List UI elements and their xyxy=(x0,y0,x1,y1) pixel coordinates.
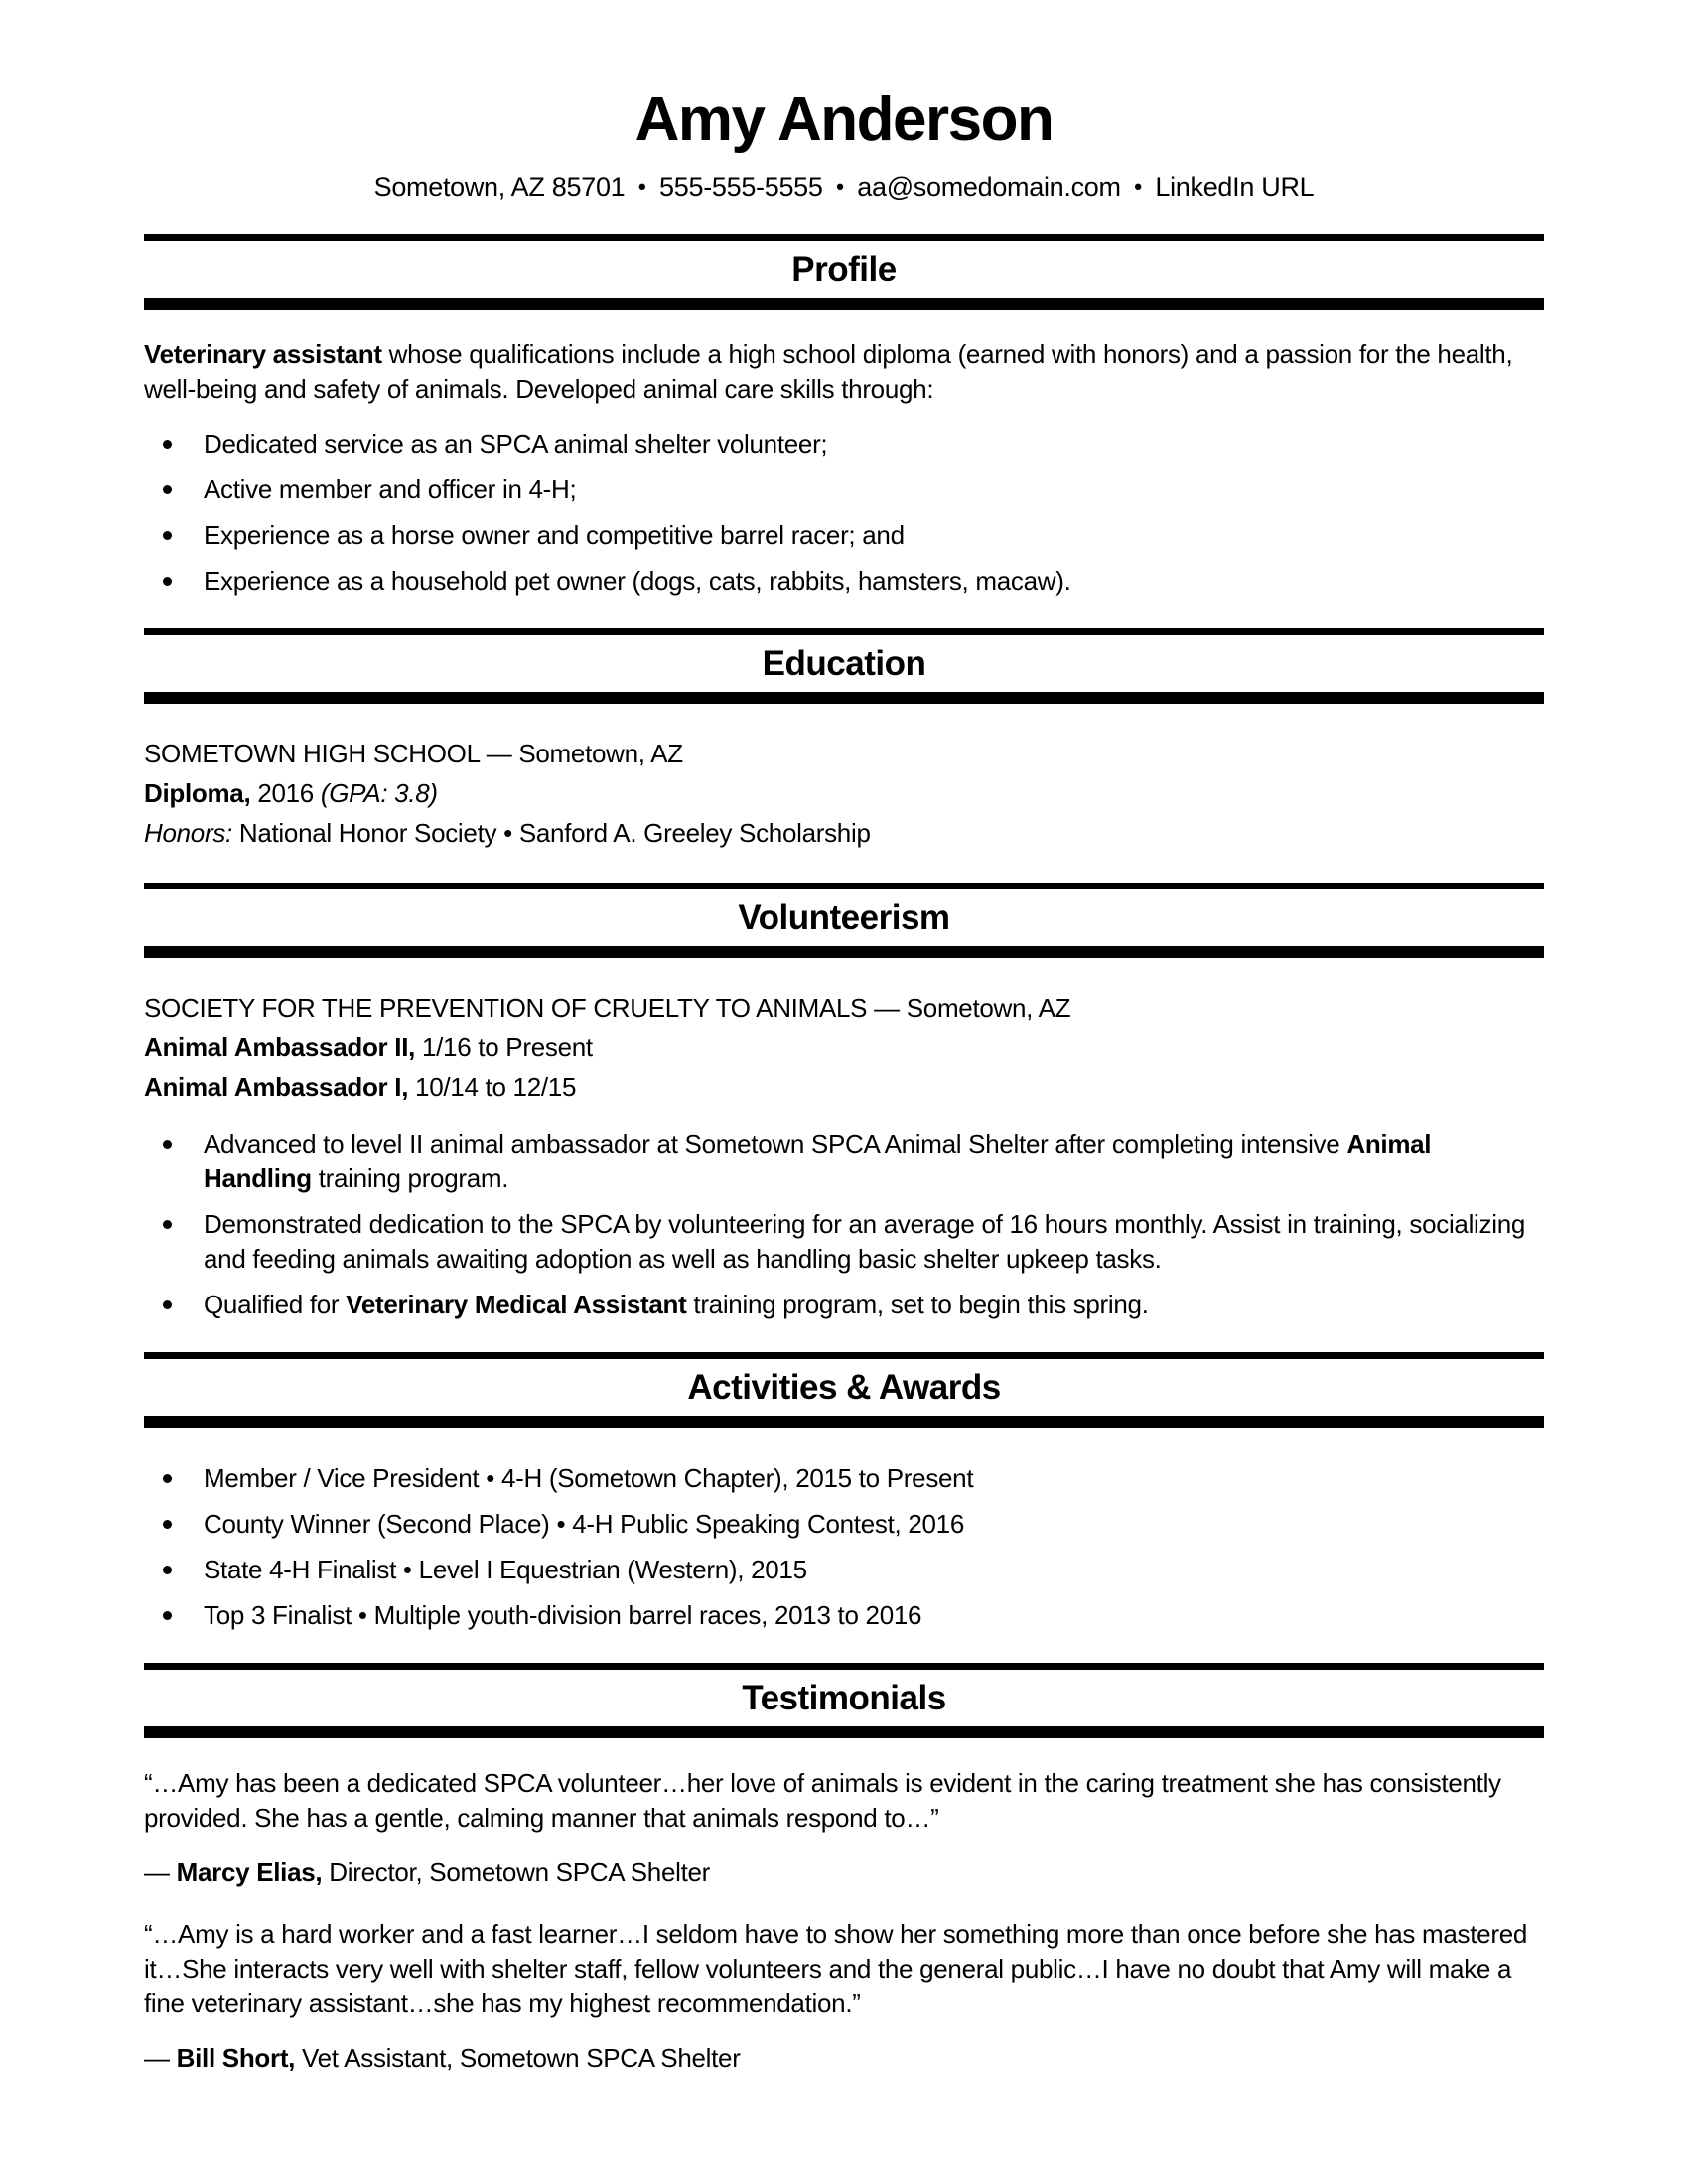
attribution-name: Marcy Elias, xyxy=(176,1856,323,1887)
bullet-text: training program. xyxy=(311,1162,509,1193)
rule-top xyxy=(144,1663,1544,1670)
volunteerism-role xyxy=(144,1067,1544,1107)
education-block xyxy=(144,734,1544,853)
contact-linkedin: LinkedIn URL xyxy=(1155,172,1315,202)
section-header-activities xyxy=(144,1352,1544,1428)
rule-top xyxy=(144,234,1544,241)
testimonial-quote: “…Amy has been a dedicated SPCA volunteer…her love of animals is evident in the caring treatment she has consistently provided. She has a gentle, calming manner that animals respond to…” xyxy=(144,1767,1501,1833)
list-item xyxy=(144,564,1544,599)
role-dates: 10/14 to 12/15 xyxy=(408,1071,577,1102)
volunteerism-org: SOCIETY FOR THE PREVENTION OF CRUELTY TO ANIMALS — Sometown, AZ xyxy=(144,992,1071,1023)
bullet-bold: Animal Handling xyxy=(204,1128,1432,1193)
education-school: SOMETOWN HIGH SCHOOL — Sometown, AZ xyxy=(144,738,683,768)
attribution-role: Director, Sometown SPCA Shelter xyxy=(322,1856,711,1887)
bullet-text: Member / Vice President • 4-H (Sometown Chapter), 2015 to Present xyxy=(204,1462,974,1493)
contact-email: aa@somedomain.com xyxy=(857,172,1121,202)
bullet-text: training program, set to begin this spring. xyxy=(686,1289,1149,1319)
attribution-name: Bill Short, xyxy=(176,2042,296,2073)
testimonial xyxy=(144,1766,1544,1889)
profile-intro-bold: Veterinary assistant xyxy=(144,339,382,369)
rule-bottom xyxy=(144,1726,1544,1738)
list-item xyxy=(144,427,1544,462)
volunteerism-bullet-list xyxy=(144,1127,1544,1322)
education-honors xyxy=(144,813,1544,853)
section-title-education: Education xyxy=(762,643,926,683)
list-item xyxy=(144,1461,1544,1496)
list-item xyxy=(144,1127,1544,1196)
profile-intro xyxy=(144,338,1544,407)
bullet-bold: Veterinary Medical Assistant xyxy=(346,1289,687,1319)
list-item xyxy=(144,1288,1544,1322)
rule-top xyxy=(144,628,1544,635)
separator-dot-icon: ● xyxy=(637,178,647,195)
honors-label: Honors: xyxy=(144,817,232,848)
list-item xyxy=(144,1598,1544,1633)
attribution-role: Vet Assistant, Sometown SPCA Shelter xyxy=(295,2042,741,2073)
candidate-name: Amy Anderson xyxy=(634,85,1054,154)
education-degree xyxy=(144,773,1544,813)
list-item xyxy=(144,1553,1544,1587)
role-dates: 1/16 to Present xyxy=(415,1031,593,1062)
bullet-text: Experience as a horse owner and competitive barrel racer; and xyxy=(204,519,905,550)
activities-bullet-list xyxy=(144,1461,1544,1633)
testimonial-quote: “…Amy is a hard worker and a fast learner…I seldom have to show her something more than once before she has mastered it…She interacts very well with shelter staff, fellow volunteers and the general public…I have no doubt that Amy will make a fine veterinary assistant…she has my highest recommendation.” xyxy=(144,1918,1528,2018)
degree-title: Diploma, xyxy=(144,777,251,808)
attribution-dash: — xyxy=(144,2042,177,2073)
contact-location: Sometown, AZ 85701 xyxy=(373,172,626,202)
rule-bottom xyxy=(144,692,1544,704)
bullet-text: Top 3 Finalist • Multiple youth-division barrel races, 2013 to 2016 xyxy=(204,1599,922,1630)
rule-top xyxy=(144,1352,1544,1359)
testimonial-attribution xyxy=(144,2041,1544,2075)
volunteerism-role xyxy=(144,1027,1544,1067)
section-header-testimonials xyxy=(144,1663,1544,1738)
rule-bottom xyxy=(144,946,1544,958)
separator-dot-icon: ● xyxy=(1133,178,1143,195)
role-title: Animal Ambassador II, xyxy=(144,1031,416,1062)
section-header-education xyxy=(144,628,1544,704)
honors-text: National Honor Society • Sanford A. Greeley Scholarship xyxy=(231,817,871,848)
bullet-text: Demonstrated dedication to the SPCA by volunteering for an average of 16 hours monthly. Assist in training, socializing and feeding animals awaiting adoption as well as handling basic shelter upkeep tasks. xyxy=(204,1208,1526,1274)
bullet-text: County Winner (Second Place) • 4-H Public Speaking Contest, 2016 xyxy=(204,1508,964,1539)
section-header-volunteerism xyxy=(144,883,1544,958)
rule-bottom xyxy=(144,1416,1544,1428)
profile-intro-rest: whose qualifications include a high school diploma (earned with honors) and a passion for the health, well-being and safety of animals. Developed animal care skills through: xyxy=(144,339,1513,404)
rule-top xyxy=(144,883,1544,889)
section-title-volunteerism: Volunteerism xyxy=(738,897,950,937)
bullet-text: Dedicated service as an SPCA animal shelter volunteer; xyxy=(204,428,828,459)
bullet-text: Active member and officer in 4-H; xyxy=(204,474,577,504)
bullet-text: Experience as a household pet owner (dogs, cats, rabbits, hamsters, macaw). xyxy=(204,565,1071,596)
list-item xyxy=(144,1507,1544,1542)
section-title-testimonials: Testimonials xyxy=(742,1678,946,1717)
contact-line xyxy=(144,171,1544,205)
contact-phone: 555-555-5555 xyxy=(659,172,823,202)
profile-bullet-list xyxy=(144,427,1544,599)
attribution-dash: — xyxy=(144,1856,177,1887)
rule-bottom xyxy=(144,298,1544,310)
section-header-profile xyxy=(144,234,1544,310)
bullet-text: State 4-H Finalist • Level I Equestrian (Western), 2015 xyxy=(204,1554,807,1584)
list-item xyxy=(144,473,1544,507)
section-title-profile: Profile xyxy=(791,249,897,289)
list-item xyxy=(144,518,1544,553)
degree-gpa: (GPA: 3.8) xyxy=(320,777,438,808)
volunteerism-block xyxy=(144,988,1544,1107)
bullet-text: Qualified for xyxy=(204,1289,347,1319)
degree-year: 2016 xyxy=(250,777,321,808)
separator-dot-icon: ● xyxy=(835,178,845,195)
role-title: Animal Ambassador I, xyxy=(144,1071,409,1102)
bullet-text: Advanced to level II animal ambassador at Sometown SPCA Animal Shelter after completing intensive xyxy=(204,1128,1347,1159)
list-item xyxy=(144,1207,1544,1277)
testimonial-attribution xyxy=(144,1855,1544,1889)
section-title-activities: Activities & Awards xyxy=(687,1367,1001,1407)
testimonial xyxy=(144,1917,1544,2075)
